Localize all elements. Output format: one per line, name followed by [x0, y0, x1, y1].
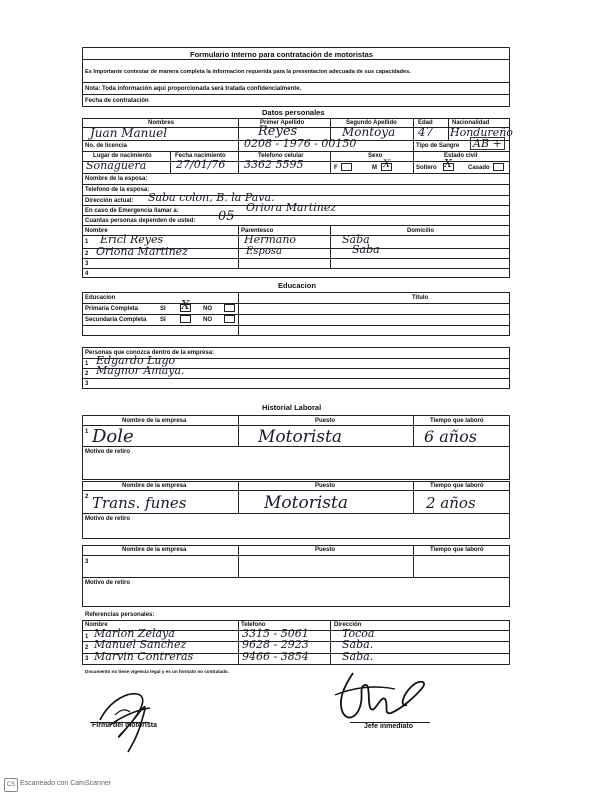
direccion-value: Saba colon, B. la Pava.	[148, 191, 275, 204]
entry-puesto: Motorista	[258, 427, 342, 447]
header-dep-nombre: Nombre	[85, 228, 108, 234]
dependen-label: Cuantas personas dependen de usted:	[85, 218, 196, 224]
secundaria-no-label: NO	[203, 317, 212, 323]
entry-puesto: Motorista	[264, 493, 348, 513]
sexo-m-mark: X	[383, 159, 391, 170]
camscanner-watermark: Escaneado con CamScanner	[20, 780, 112, 787]
primaria-no-checkbox[interactable]	[224, 304, 235, 312]
header-sexo: Sexo	[368, 153, 383, 159]
conocidos-label: Personas que conozca dentro de la empresa:	[85, 350, 215, 356]
ref-tel: 9466 - 3854	[242, 650, 309, 663]
header-primer-apellido: Primer Apellido	[260, 120, 305, 126]
form-intro: Es Importante contestar de manera completa la informacion requerida para la presentacion adecuada de sus capacidades.	[85, 69, 411, 75]
dependen-value: 05	[218, 209, 235, 224]
conocido-num: 1	[85, 361, 89, 367]
secundaria-label: Secundaria Completa	[85, 317, 147, 323]
secundaria-no-checkbox[interactable]	[224, 315, 235, 323]
licencia-label: No. de licencia	[85, 143, 128, 149]
header-telefono: Telefono celular	[258, 153, 304, 159]
header-educacion: Educacion	[85, 295, 116, 301]
dep-domicilio: Saba	[352, 243, 380, 256]
ref-tel: 3315 - 5061	[242, 627, 309, 640]
entry-num: 1	[85, 429, 89, 435]
form-note: Nota: Toda información aquí proporcionada será tratada confidencialmente.	[85, 86, 302, 92]
primaria-label: Primaria Completa	[85, 306, 139, 312]
ref-dir: Saba.	[342, 638, 374, 651]
header-puesto: Puesto	[315, 483, 336, 489]
header-nombres: Nombres	[148, 120, 175, 126]
dep-domicilio: Saba	[342, 233, 370, 246]
emergencia-label: En caso de Emergencia llamar a:	[85, 208, 179, 214]
motivo-label: Motivo de retiro	[85, 516, 131, 522]
dep-nombre: Oriona Martinez	[96, 245, 188, 258]
ref-dir: Saba.	[342, 650, 374, 663]
firma-motorista-signature	[90, 680, 170, 755]
sexo-m-label: M	[372, 165, 377, 171]
sangre-value: AB +	[470, 137, 505, 150]
fecha-nac-value: 27/01/76	[176, 158, 226, 171]
header-ref-nombre: Nombre	[85, 622, 108, 628]
ref-num: 3	[85, 656, 89, 662]
sexo-f-label: F	[334, 165, 338, 171]
camscanner-icon: CS	[4, 778, 18, 792]
dep-num: 3	[85, 261, 89, 267]
header-estado-civil: Estado civil	[444, 153, 478, 159]
ref-num: 1	[85, 634, 89, 640]
header-ref-tel: Telefono	[241, 622, 266, 628]
ref-nombre: Marvin Contreras	[94, 650, 194, 663]
referencias-title: Referencias personales:	[85, 612, 155, 618]
licencia-value: 0208 - 1976 - 00150	[244, 137, 357, 150]
nombres-value: Juan Manuel	[90, 126, 168, 140]
header-fecha-nacimiento: Fecha nacimiento	[175, 153, 226, 159]
ref-num: 2	[85, 645, 89, 651]
header-tiempo: Tiempo que laboró	[430, 418, 484, 424]
segundo-apellido-value: Montoya	[342, 125, 396, 139]
dep-num: 1	[85, 239, 89, 245]
header-edad: Edad	[418, 120, 433, 126]
header-nacionalidad: Nacionalidad	[452, 120, 490, 126]
soltero-mark: X	[444, 157, 452, 170]
nacionalidad-value: Hondureño	[450, 126, 513, 139]
sexo-f-checkbox[interactable]	[341, 163, 352, 171]
historial-title: Historial Laboral	[262, 403, 322, 412]
header-empresa: Nombre de la empresa	[122, 547, 187, 553]
educacion-title: Educacion	[278, 281, 316, 290]
ref-nombre: Marlon Zelaya	[94, 627, 175, 640]
header-segundo-apellido: Segundo Apellido	[346, 120, 397, 126]
header-domicilio: Domicilio	[407, 228, 435, 234]
header-puesto: Puesto	[315, 418, 336, 424]
firma-jefe-signature	[315, 665, 435, 730]
fecha-contratacion-label: Fecha de contratación	[85, 98, 149, 104]
motivo-label: Motivo de retiro	[85, 580, 131, 586]
conocido-num: 2	[85, 371, 89, 377]
dep-parentesco: Esposa	[246, 246, 282, 257]
entry-tiempo: 2 años	[426, 494, 476, 512]
form-title: Formulario Interno para contratación de motoristas	[190, 50, 373, 59]
secundaria-si-checkbox[interactable]	[180, 315, 191, 323]
esposa-label: Nombre de la esposa:	[85, 176, 148, 182]
conocido-nombre: Magnor Amaya.	[96, 364, 185, 377]
emergencia-value: Oriora Martinez	[246, 201, 337, 214]
conocido-nombre: Edgardo Lugo	[96, 354, 176, 367]
dep-parentesco: Hermano	[244, 233, 297, 246]
dep-num: 4	[85, 271, 89, 277]
primaria-no-label: NO	[203, 306, 212, 312]
edad-value: 47	[418, 125, 434, 139]
ref-nombre: Manuel Sanchez	[94, 638, 187, 651]
dep-nombre: Ericl Reyes	[100, 233, 164, 246]
header-ref-dir: Dirección	[334, 622, 362, 628]
entry-empresa: Trans. funes	[92, 494, 187, 512]
telefono-value: 3362 5595	[244, 158, 304, 171]
personales-title: Datos personales	[262, 108, 325, 117]
sangre-label: Tipo de Sangre	[416, 143, 460, 149]
header-puesto: Puesto	[315, 547, 336, 553]
header-lugar-nacimiento: Lugar de nacimiento	[93, 153, 152, 159]
ref-dir: Tocoa	[342, 627, 375, 640]
direccion-label: Dirección actual:	[85, 198, 134, 204]
dep-num: 2	[85, 251, 89, 257]
casado-label: Casado	[468, 165, 490, 171]
casado-checkbox[interactable]	[493, 163, 504, 171]
entry-num: 3	[85, 559, 89, 565]
entry-num: 2	[85, 494, 89, 500]
primaria-si-label: SI	[160, 306, 166, 312]
header-parentesco: Parentesco	[241, 228, 274, 234]
conocido-num: 3	[85, 381, 89, 387]
ref-footnote: Documento no tiene vigencia legal y es un formato no contralado.	[85, 669, 229, 674]
firma-jefe-label: Jefe inmediato	[364, 723, 414, 730]
motivo-label: Motivo de retiro	[85, 449, 131, 455]
tel-esposa-label: Telefono de la esposa:	[85, 187, 150, 193]
secundaria-si-label: SI	[160, 317, 166, 323]
primaria-mark: X	[181, 298, 190, 312]
firma-motorista-label: Firma del motorista	[92, 722, 157, 729]
ref-tel: 9628 - 2923	[242, 638, 309, 651]
header-tiempo: Tiempo que laboró	[430, 547, 484, 553]
primer-apellido-value: Reyes	[258, 124, 298, 139]
entry-empresa: Dole	[92, 426, 134, 447]
header-empresa: Nombre de la empresa	[122, 418, 187, 424]
soltero-label: Soltero	[416, 165, 437, 171]
header-empresa: Nombre de la empresa	[122, 483, 187, 489]
lugar-value: Sonaguera	[86, 159, 147, 172]
header-titulo: Titulo	[412, 295, 429, 301]
entry-tiempo: 6 años	[424, 427, 477, 446]
header-tiempo: Tiempo que laboró	[430, 483, 484, 489]
